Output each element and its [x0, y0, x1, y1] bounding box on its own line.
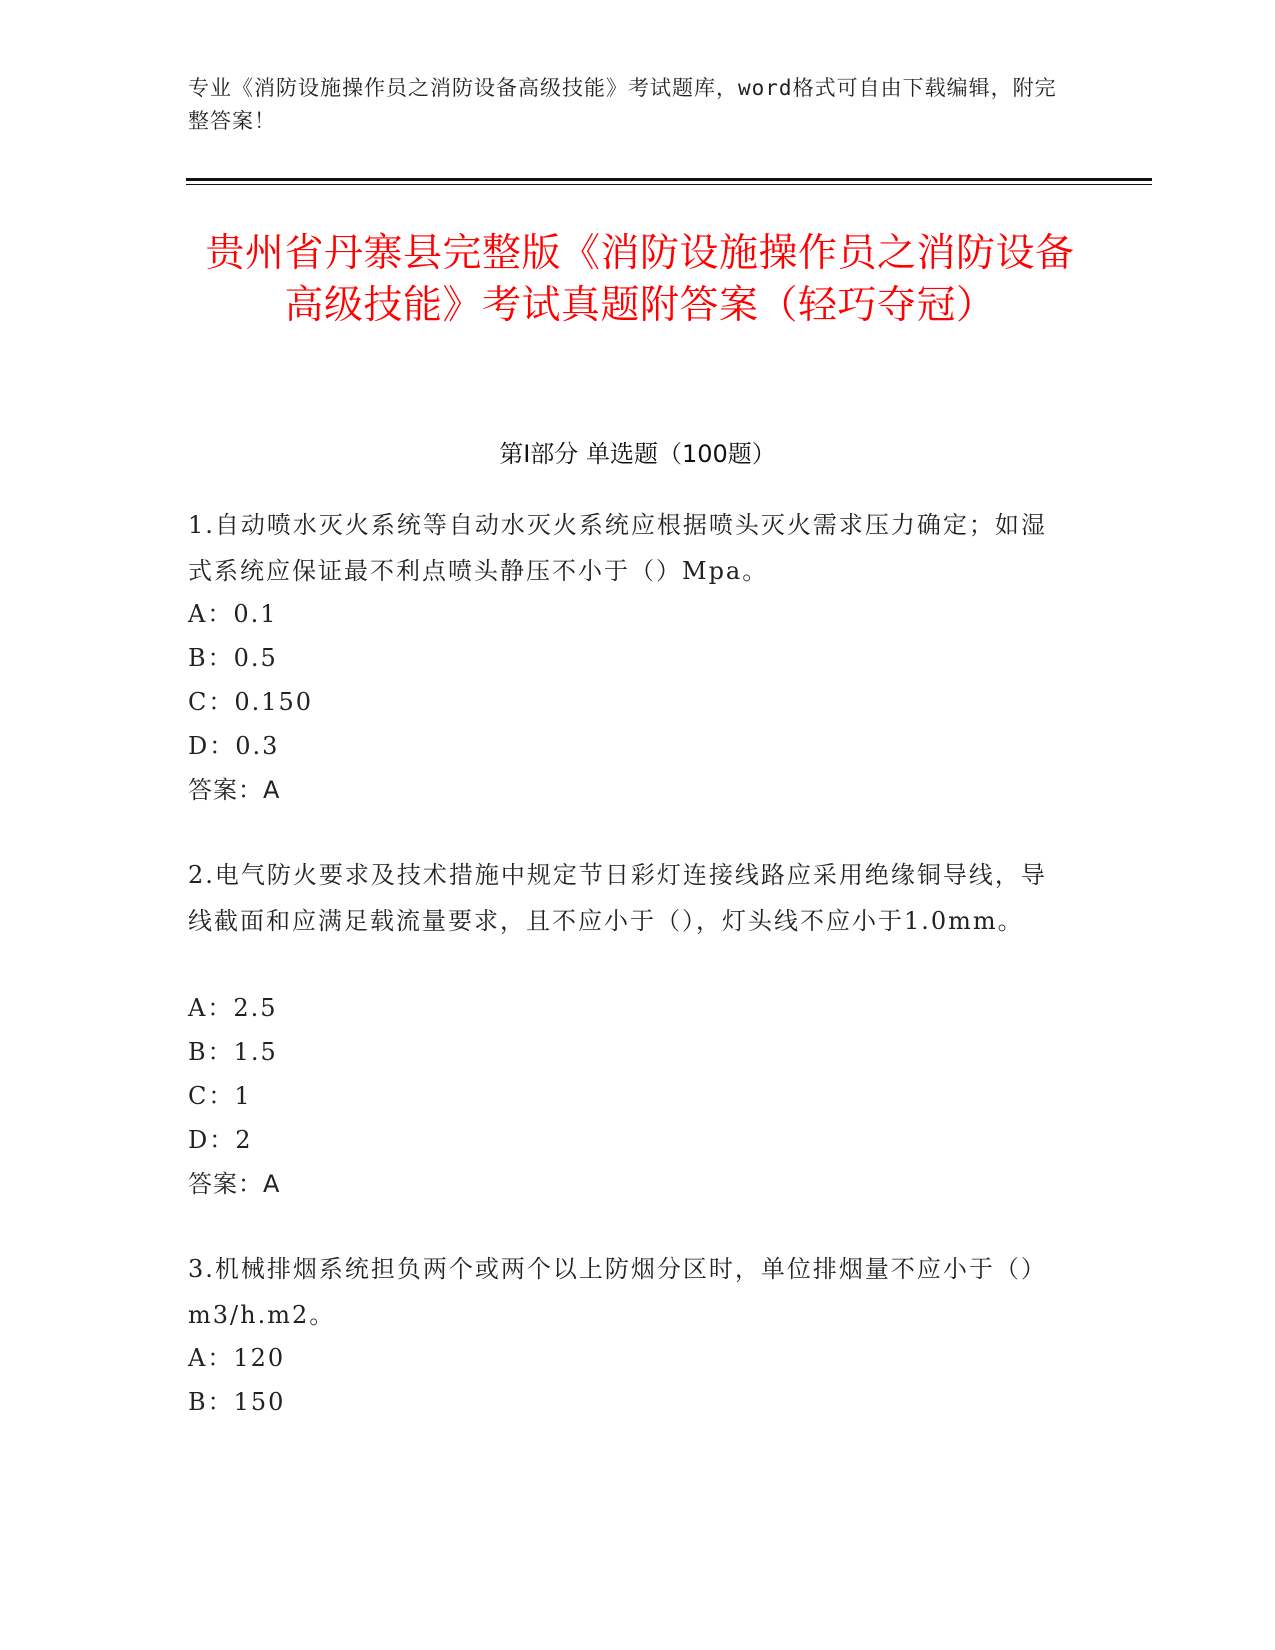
- section-heading: 第I部分 单选题（100题）: [499, 440, 776, 468]
- question-1-option-a: A：0.1: [188, 600, 278, 628]
- question-2-answer: 答案：A: [188, 1170, 281, 1198]
- question-2-text: 2.电气防火要求及技术措施中规定节日彩灯连接线路应采用绝缘铜导线，导线截面和应满足载流量要求，且不应小于（），灯头线不应小于1.0mm。: [188, 861, 1047, 935]
- question-2-option-c: C：1: [188, 1082, 252, 1110]
- question-1-option-c: C：0.150: [188, 688, 314, 716]
- header-divider-thin: [186, 184, 1152, 185]
- question-2-option-d: D：2: [188, 1126, 253, 1154]
- question-2-option-b: B：1.5: [188, 1038, 278, 1066]
- question-1-option-b: B：0.5: [188, 644, 278, 672]
- question-1-answer: 答案：A: [188, 776, 281, 804]
- question-3-option-a: A：120: [188, 1344, 286, 1372]
- question-1-text: 1.自动喷水灭火系统等自动水灭火系统应根据喷头灭火需求压力确定；如湿式系统应保证最不利点喷头静压不小于（）Mpa。: [188, 511, 1047, 585]
- question-1-option-d: D：0.3: [188, 732, 280, 760]
- header-divider-thick: [186, 178, 1152, 181]
- document-title: 贵州省丹寨县完整版《消防设施操作员之消防设备高级技能》考试真题附答案（轻巧夺冠）: [205, 231, 1075, 328]
- question-3-option-b: B：150: [188, 1388, 286, 1416]
- question-3-text: 3.机械排烟系统担负两个或两个以上防烟分区时，单位排烟量不应小于（）m3/h.m2。: [188, 1255, 1047, 1329]
- header-note: 专业《消防设施操作员之消防设备高级技能》考试题库，word格式可自由下载编辑，附完整答案！: [188, 76, 1057, 133]
- question-2-option-a: A：2.5: [188, 994, 278, 1022]
